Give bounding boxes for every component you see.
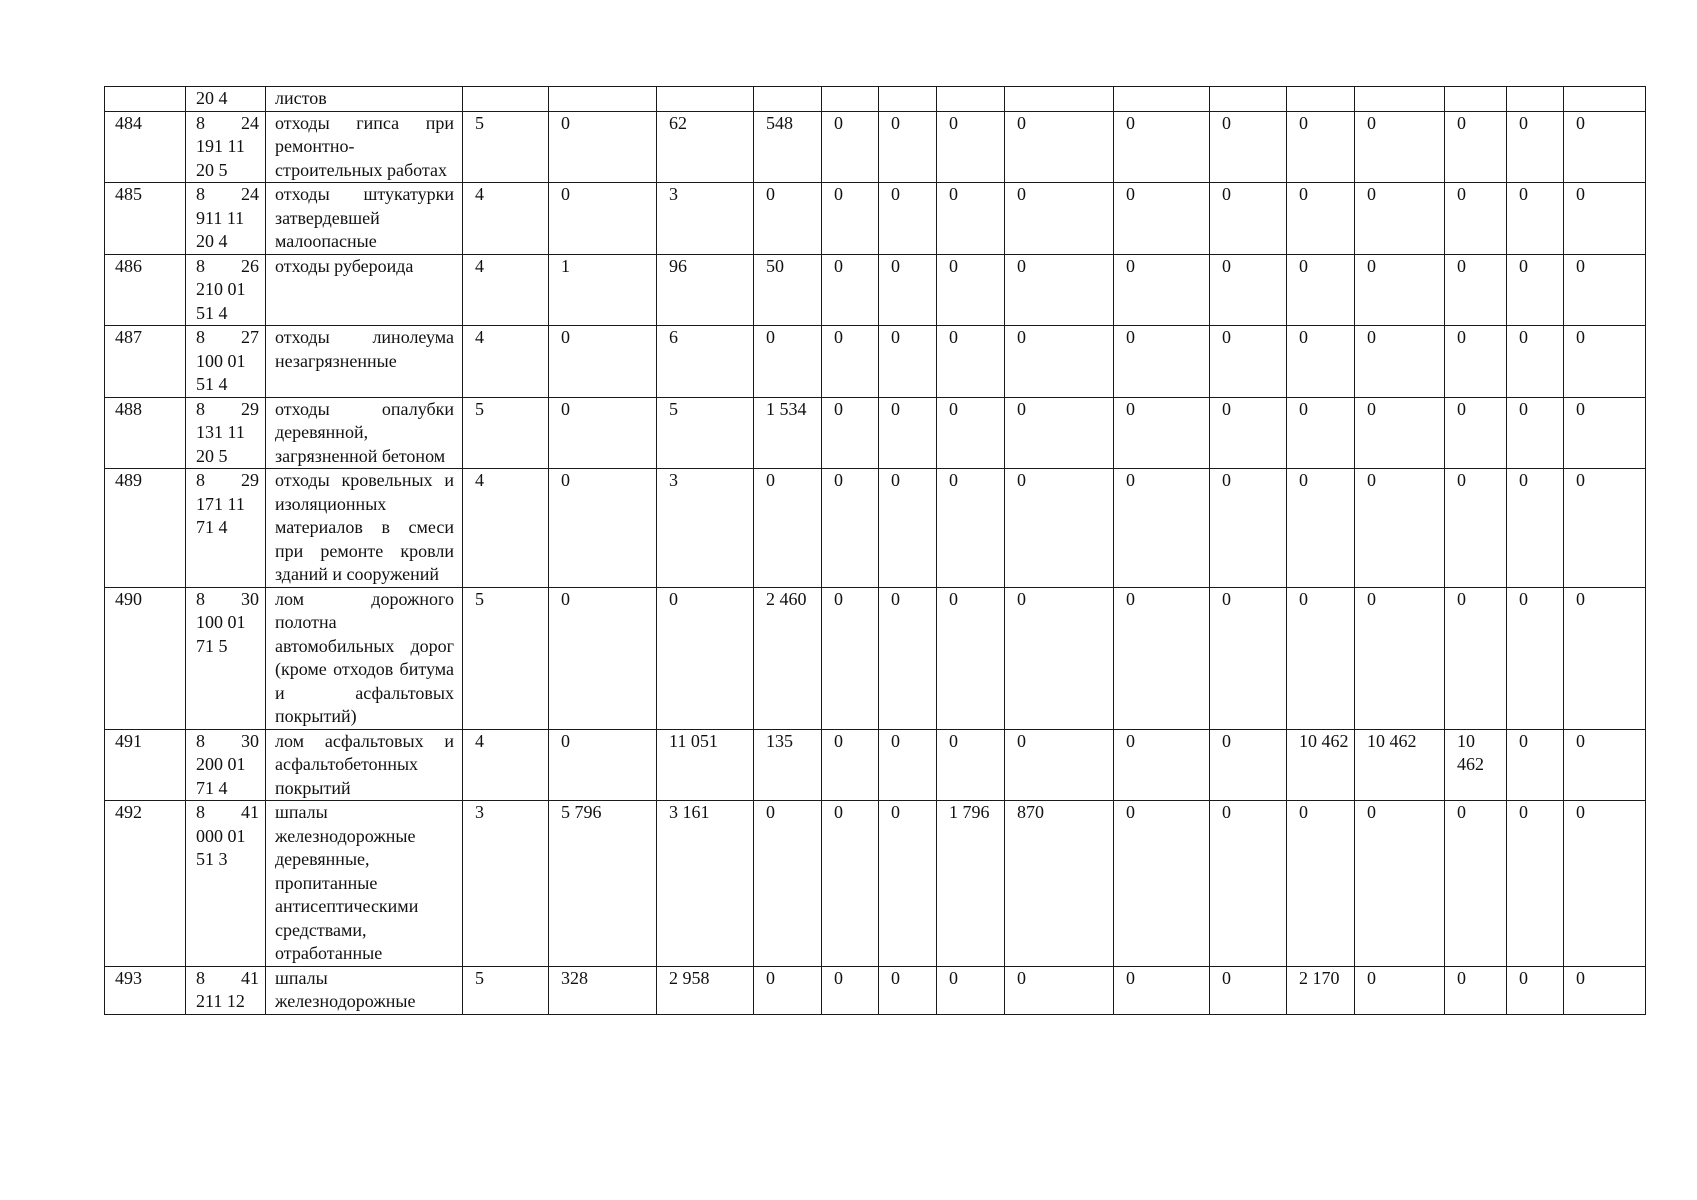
waste-code-part: 41 [241, 802, 259, 822]
value-cell: 0 [1287, 111, 1355, 183]
waste-code-part: 8 [196, 470, 205, 490]
waste-name-cell [266, 326, 463, 398]
value-cell: 5 [657, 397, 754, 469]
row-number-cell: 485 [105, 183, 186, 255]
value-cell: 0 [937, 469, 1005, 588]
value-cell: 0 [1445, 397, 1507, 469]
table-row [105, 397, 1646, 469]
value-cell: 0 [1114, 183, 1210, 255]
waste-code-line: 171 11 [196, 493, 245, 514]
waste-code-line: 51 4 [196, 374, 228, 394]
value-cell: 0 [1210, 254, 1287, 326]
value-cell: 0 [822, 183, 879, 255]
waste-name-text: отходы штукатурки затвердевшей малоопасные [275, 184, 454, 251]
value-cell: 2 460 [754, 587, 822, 729]
waste-name-cell [266, 111, 463, 183]
value-cell: 0 [549, 469, 657, 588]
value-cell: 0 [1287, 183, 1355, 255]
value-cell: 5 [463, 966, 549, 1014]
waste-code-part: 29 [241, 470, 259, 490]
value-cell: 0 [1005, 326, 1114, 398]
waste-code-part: 8 [196, 255, 205, 276]
value-cell: 0 [822, 587, 879, 729]
waste-code-line: 71 4 [196, 517, 228, 537]
waste-code-cell [186, 801, 266, 967]
row-number-cell: 488 [105, 397, 186, 469]
value-cell: 870 [1005, 801, 1114, 967]
value-cell: 0 [1114, 729, 1210, 801]
value-cell: 0 [879, 966, 937, 1014]
value-cell: 0 [822, 111, 879, 183]
value-cell: 0 [879, 801, 937, 967]
value-cell: 0 [549, 397, 657, 469]
value-cell: 0 [879, 397, 937, 469]
value-cell [1114, 87, 1210, 112]
value-cell: 0 [937, 111, 1005, 183]
waste-code-line: 51 3 [196, 849, 228, 869]
value-cell: 3 [463, 801, 549, 967]
value-cell: 0 [879, 183, 937, 255]
waste-code-part: 8 [196, 398, 205, 419]
value-cell: 0 [1507, 397, 1564, 469]
value-cell: 0 [754, 966, 822, 1014]
value-cell: 0 [1210, 111, 1287, 183]
value-cell: 0 [1564, 966, 1646, 1014]
value-cell: 0 [1355, 183, 1445, 255]
value-cell: 0 [657, 587, 754, 729]
value-cell: 0 [754, 183, 822, 255]
value-cell: 0 [822, 397, 879, 469]
value-cell: 0 [1210, 801, 1287, 967]
value-cell: 0 [937, 729, 1005, 801]
value-cell: 0 [1005, 183, 1114, 255]
waste-code-cell [186, 183, 266, 255]
value-cell: 0 [1564, 469, 1646, 588]
value-cell: 0 [1507, 966, 1564, 1014]
value-cell: 0 [549, 587, 657, 729]
waste-name-text: отходы кровельных и изоляционных материалов в смеси при ремонте кровли зданий и сооружений [275, 470, 454, 584]
waste-code-cell [186, 326, 266, 398]
value-cell: 2 170 [1287, 966, 1355, 1014]
value-cell: 10 462 [1445, 729, 1507, 801]
table-row [105, 587, 1646, 729]
value-cell: 5 [463, 587, 549, 729]
value-cell: 0 [879, 729, 937, 801]
waste-table [104, 86, 1646, 1015]
waste-code-cell [186, 469, 266, 588]
row-number-cell: 486 [105, 254, 186, 326]
table-row [105, 801, 1646, 967]
value-cell: 2 958 [657, 966, 754, 1014]
value-cell: 0 [1564, 111, 1646, 183]
waste-code-part: 8 [196, 967, 205, 988]
value-cell: 5 [463, 111, 549, 183]
waste-code-part: 41 [241, 967, 259, 988]
row-number-cell: 489 [105, 469, 186, 588]
value-cell: 0 [1507, 587, 1564, 729]
value-cell: 1 796 [937, 801, 1005, 967]
value-cell: 0 [754, 469, 822, 588]
value-cell: 0 [1507, 254, 1564, 326]
table-row [105, 254, 1646, 326]
value-cell: 0 [1507, 729, 1564, 801]
value-cell: 0 [1114, 397, 1210, 469]
value-cell: 0 [1355, 326, 1445, 398]
value-cell: 0 [1355, 111, 1445, 183]
waste-code-part: 8 [196, 730, 205, 751]
value-cell: 0 [1287, 326, 1355, 398]
value-cell: 11 051 [657, 729, 754, 801]
value-cell [1005, 87, 1114, 112]
waste-code-cell [186, 87, 266, 112]
value-cell: 0 [1287, 254, 1355, 326]
value-cell [879, 87, 937, 112]
waste-code-part: 8 [196, 588, 205, 609]
value-cell [1507, 87, 1564, 112]
value-cell: 0 [1114, 587, 1210, 729]
value-cell: 0 [1114, 469, 1210, 588]
value-cell: 135 [754, 729, 822, 801]
value-cell: 10 462 [1355, 729, 1445, 801]
value-cell: 0 [1210, 469, 1287, 588]
value-cell: 328 [549, 966, 657, 1014]
waste-name-cell [266, 966, 463, 1014]
value-cell: 50 [754, 254, 822, 326]
waste-code-line: 20 5 [196, 159, 228, 180]
value-cell: 0 [1210, 397, 1287, 469]
row-number-cell: 487 [105, 326, 186, 398]
row-number-cell: 484 [105, 111, 186, 183]
value-cell: 0 [754, 326, 822, 398]
value-cell: 0 [754, 801, 822, 967]
waste-name-cell [266, 587, 463, 729]
waste-code-part: 29 [241, 398, 259, 419]
value-cell: 0 [1355, 587, 1445, 729]
value-cell: 0 [822, 801, 879, 967]
waste-code-part: 8 [196, 327, 205, 347]
waste-code-part: 8 [196, 802, 205, 822]
value-cell [1445, 87, 1507, 112]
value-cell: 0 [1507, 801, 1564, 967]
waste-name-text: отходы опалубки деревянной, загрязненной бетоном [275, 398, 454, 466]
value-cell: 3 161 [657, 801, 754, 967]
waste-code-part: 24 [241, 184, 259, 204]
value-cell: 0 [822, 729, 879, 801]
value-cell: 0 [1210, 326, 1287, 398]
value-cell: 1 [549, 254, 657, 326]
waste-name-cell [266, 729, 463, 801]
value-cell: 0 [822, 254, 879, 326]
waste-code-line [196, 967, 259, 991]
value-cell: 0 [1287, 469, 1355, 588]
waste-code-cell [186, 966, 266, 1014]
waste-name-text: лом асфальтовых и асфальтобетонных покрытий [275, 730, 454, 798]
waste-code-line [196, 469, 259, 493]
value-cell: 0 [1355, 397, 1445, 469]
value-cell: 0 [879, 587, 937, 729]
waste-code-part: 27 [241, 327, 259, 347]
value-cell: 0 [549, 729, 657, 801]
waste-code-cell [186, 587, 266, 729]
value-cell: 4 [463, 254, 549, 326]
value-cell [1210, 87, 1287, 112]
waste-name-cell [266, 254, 463, 326]
value-cell: 0 [1507, 111, 1564, 183]
value-cell: 10 462 [1287, 729, 1355, 801]
value-cell: 0 [1564, 587, 1646, 729]
waste-name-text: листов [275, 88, 327, 108]
table-row [105, 111, 1646, 183]
value-cell: 4 [463, 183, 549, 255]
value-cell: 0 [1287, 801, 1355, 967]
value-cell: 0 [937, 254, 1005, 326]
waste-name-cell [266, 87, 463, 112]
value-cell: 0 [1564, 801, 1646, 967]
value-cell: 0 [549, 111, 657, 183]
value-cell: 0 [1445, 587, 1507, 729]
waste-code-line: 71 4 [196, 777, 228, 798]
waste-code-line: 131 11 [196, 422, 245, 442]
waste-name-text: отходы гипса при ремонтно-строительных работах [275, 112, 454, 180]
value-cell: 0 [1445, 966, 1507, 1014]
value-cell: 0 [1114, 326, 1210, 398]
row-number-cell: 490 [105, 587, 186, 729]
value-cell: 6 [657, 326, 754, 398]
value-cell [1564, 87, 1646, 112]
value-cell: 0 [879, 254, 937, 326]
value-cell: 0 [549, 183, 657, 255]
waste-code-line: 911 11 [196, 207, 245, 228]
waste-name-cell [266, 397, 463, 469]
waste-code-part: 8 [196, 112, 205, 133]
value-cell: 5 [463, 397, 549, 469]
value-cell: 0 [822, 326, 879, 398]
waste-code-line [196, 588, 259, 612]
value-cell: 0 [1355, 254, 1445, 326]
value-cell: 0 [1507, 183, 1564, 255]
waste-code-line [196, 255, 259, 279]
waste-name-text: отходы линолеума незагрязненные [275, 327, 454, 371]
value-cell: 0 [1564, 397, 1646, 469]
value-cell: 0 [1564, 254, 1646, 326]
value-cell: 0 [937, 183, 1005, 255]
value-cell: 0 [1287, 587, 1355, 729]
waste-code-line: 100 01 [196, 350, 246, 371]
value-cell: 0 [1507, 469, 1564, 588]
waste-code-line [196, 398, 259, 422]
row-number-cell: 491 [105, 729, 186, 801]
value-cell: 0 [879, 469, 937, 588]
value-cell [1355, 87, 1445, 112]
waste-name-text: отходы рубероида [275, 255, 414, 276]
value-cell: 4 [463, 469, 549, 588]
table-row [105, 729, 1646, 801]
value-cell [822, 87, 879, 112]
value-cell: 0 [1005, 111, 1114, 183]
value-cell: 0 [1445, 111, 1507, 183]
value-cell [1287, 87, 1355, 112]
waste-code-line: 20 5 [196, 445, 228, 466]
value-cell: 0 [937, 966, 1005, 1014]
value-cell: 3 [657, 469, 754, 588]
value-cell: 1 534 [754, 397, 822, 469]
table-row [105, 326, 1646, 398]
value-cell: 0 [1564, 326, 1646, 398]
waste-code-line: 211 12 [196, 991, 245, 1011]
waste-code-line: 191 11 [196, 136, 245, 156]
row-number-cell: 493 [105, 966, 186, 1014]
value-cell: 0 [937, 587, 1005, 729]
value-cell: 0 [1355, 801, 1445, 967]
value-cell: 96 [657, 254, 754, 326]
value-cell: 0 [1210, 966, 1287, 1014]
value-cell: 0 [1005, 397, 1114, 469]
waste-code-line: 51 4 [196, 302, 228, 323]
value-cell [657, 87, 754, 112]
value-cell: 0 [1287, 397, 1355, 469]
value-cell: 0 [1210, 729, 1287, 801]
waste-name-cell [266, 183, 463, 255]
value-cell: 0 [1355, 966, 1445, 1014]
value-cell: 0 [1564, 729, 1646, 801]
waste-code-part: 30 [241, 730, 259, 751]
waste-code-line: 100 01 [196, 612, 246, 632]
value-cell: 0 [1005, 966, 1114, 1014]
value-cell: 548 [754, 111, 822, 183]
value-cell: 0 [1114, 801, 1210, 967]
value-cell: 0 [1005, 587, 1114, 729]
waste-name-cell [266, 801, 463, 967]
waste-code-line [196, 801, 259, 825]
value-cell: 0 [1005, 254, 1114, 326]
row-number-cell: 492 [105, 801, 186, 967]
waste-code-line: 71 5 [196, 635, 228, 656]
table-row [105, 966, 1646, 1014]
value-cell: 0 [1355, 469, 1445, 588]
waste-code-line: 210 01 [196, 279, 246, 299]
value-cell: 62 [657, 111, 754, 183]
value-cell: 0 [1507, 326, 1564, 398]
waste-code-cell [186, 397, 266, 469]
waste-code-part: 24 [241, 112, 259, 133]
value-cell: 0 [1210, 183, 1287, 255]
value-cell: 0 [1005, 469, 1114, 588]
value-cell: 3 [657, 183, 754, 255]
value-cell: 0 [1445, 469, 1507, 588]
table-row [105, 87, 1646, 112]
value-cell: 0 [1114, 966, 1210, 1014]
waste-name-text: шпалы железнодорожные деревянные, пропитанные антисептическими средствами, отработанные [275, 802, 419, 963]
value-cell [754, 87, 822, 112]
waste-code-line: 20 4 [196, 231, 228, 251]
value-cell: 0 [822, 966, 879, 1014]
value-cell: 0 [549, 326, 657, 398]
waste-code-line [196, 326, 259, 350]
waste-code-line [196, 730, 259, 754]
waste-name-text: лом дорожного полотна автомобильных дорог (кроме отходов битума и асфальтовых покрытий) [275, 588, 454, 726]
value-cell: 0 [937, 326, 1005, 398]
value-cell: 0 [1005, 729, 1114, 801]
value-cell: 0 [1210, 587, 1287, 729]
waste-code-cell [186, 111, 266, 183]
waste-code-line: 200 01 [196, 754, 246, 774]
waste-name-text: шпалы железнодорожные [275, 967, 416, 1011]
table-row [105, 469, 1646, 588]
value-cell: 0 [1114, 111, 1210, 183]
waste-code-line: 20 4 [196, 88, 228, 108]
waste-code-line: 000 01 [196, 825, 246, 846]
value-cell: 0 [937, 397, 1005, 469]
table-row [105, 183, 1646, 255]
table-body [105, 87, 1646, 1015]
waste-code-line [196, 112, 259, 136]
row-number-cell [105, 87, 186, 112]
value-cell: 0 [1445, 254, 1507, 326]
value-cell: 0 [1445, 183, 1507, 255]
value-cell: 0 [879, 111, 937, 183]
value-cell: 0 [1445, 801, 1507, 967]
value-cell: 0 [1445, 326, 1507, 398]
value-cell: 0 [879, 326, 937, 398]
value-cell [937, 87, 1005, 112]
waste-code-part: 30 [241, 588, 259, 609]
value-cell: 0 [1564, 183, 1646, 255]
value-cell: 0 [1114, 254, 1210, 326]
waste-code-cell [186, 729, 266, 801]
waste-name-cell [266, 469, 463, 588]
value-cell [549, 87, 657, 112]
value-cell: 5 796 [549, 801, 657, 967]
value-cell: 0 [822, 469, 879, 588]
value-cell [463, 87, 549, 112]
waste-code-part: 8 [196, 184, 205, 204]
value-cell: 4 [463, 326, 549, 398]
waste-code-cell [186, 254, 266, 326]
value-cell: 4 [463, 729, 549, 801]
waste-code-line [196, 183, 259, 207]
waste-code-part: 26 [241, 255, 259, 276]
